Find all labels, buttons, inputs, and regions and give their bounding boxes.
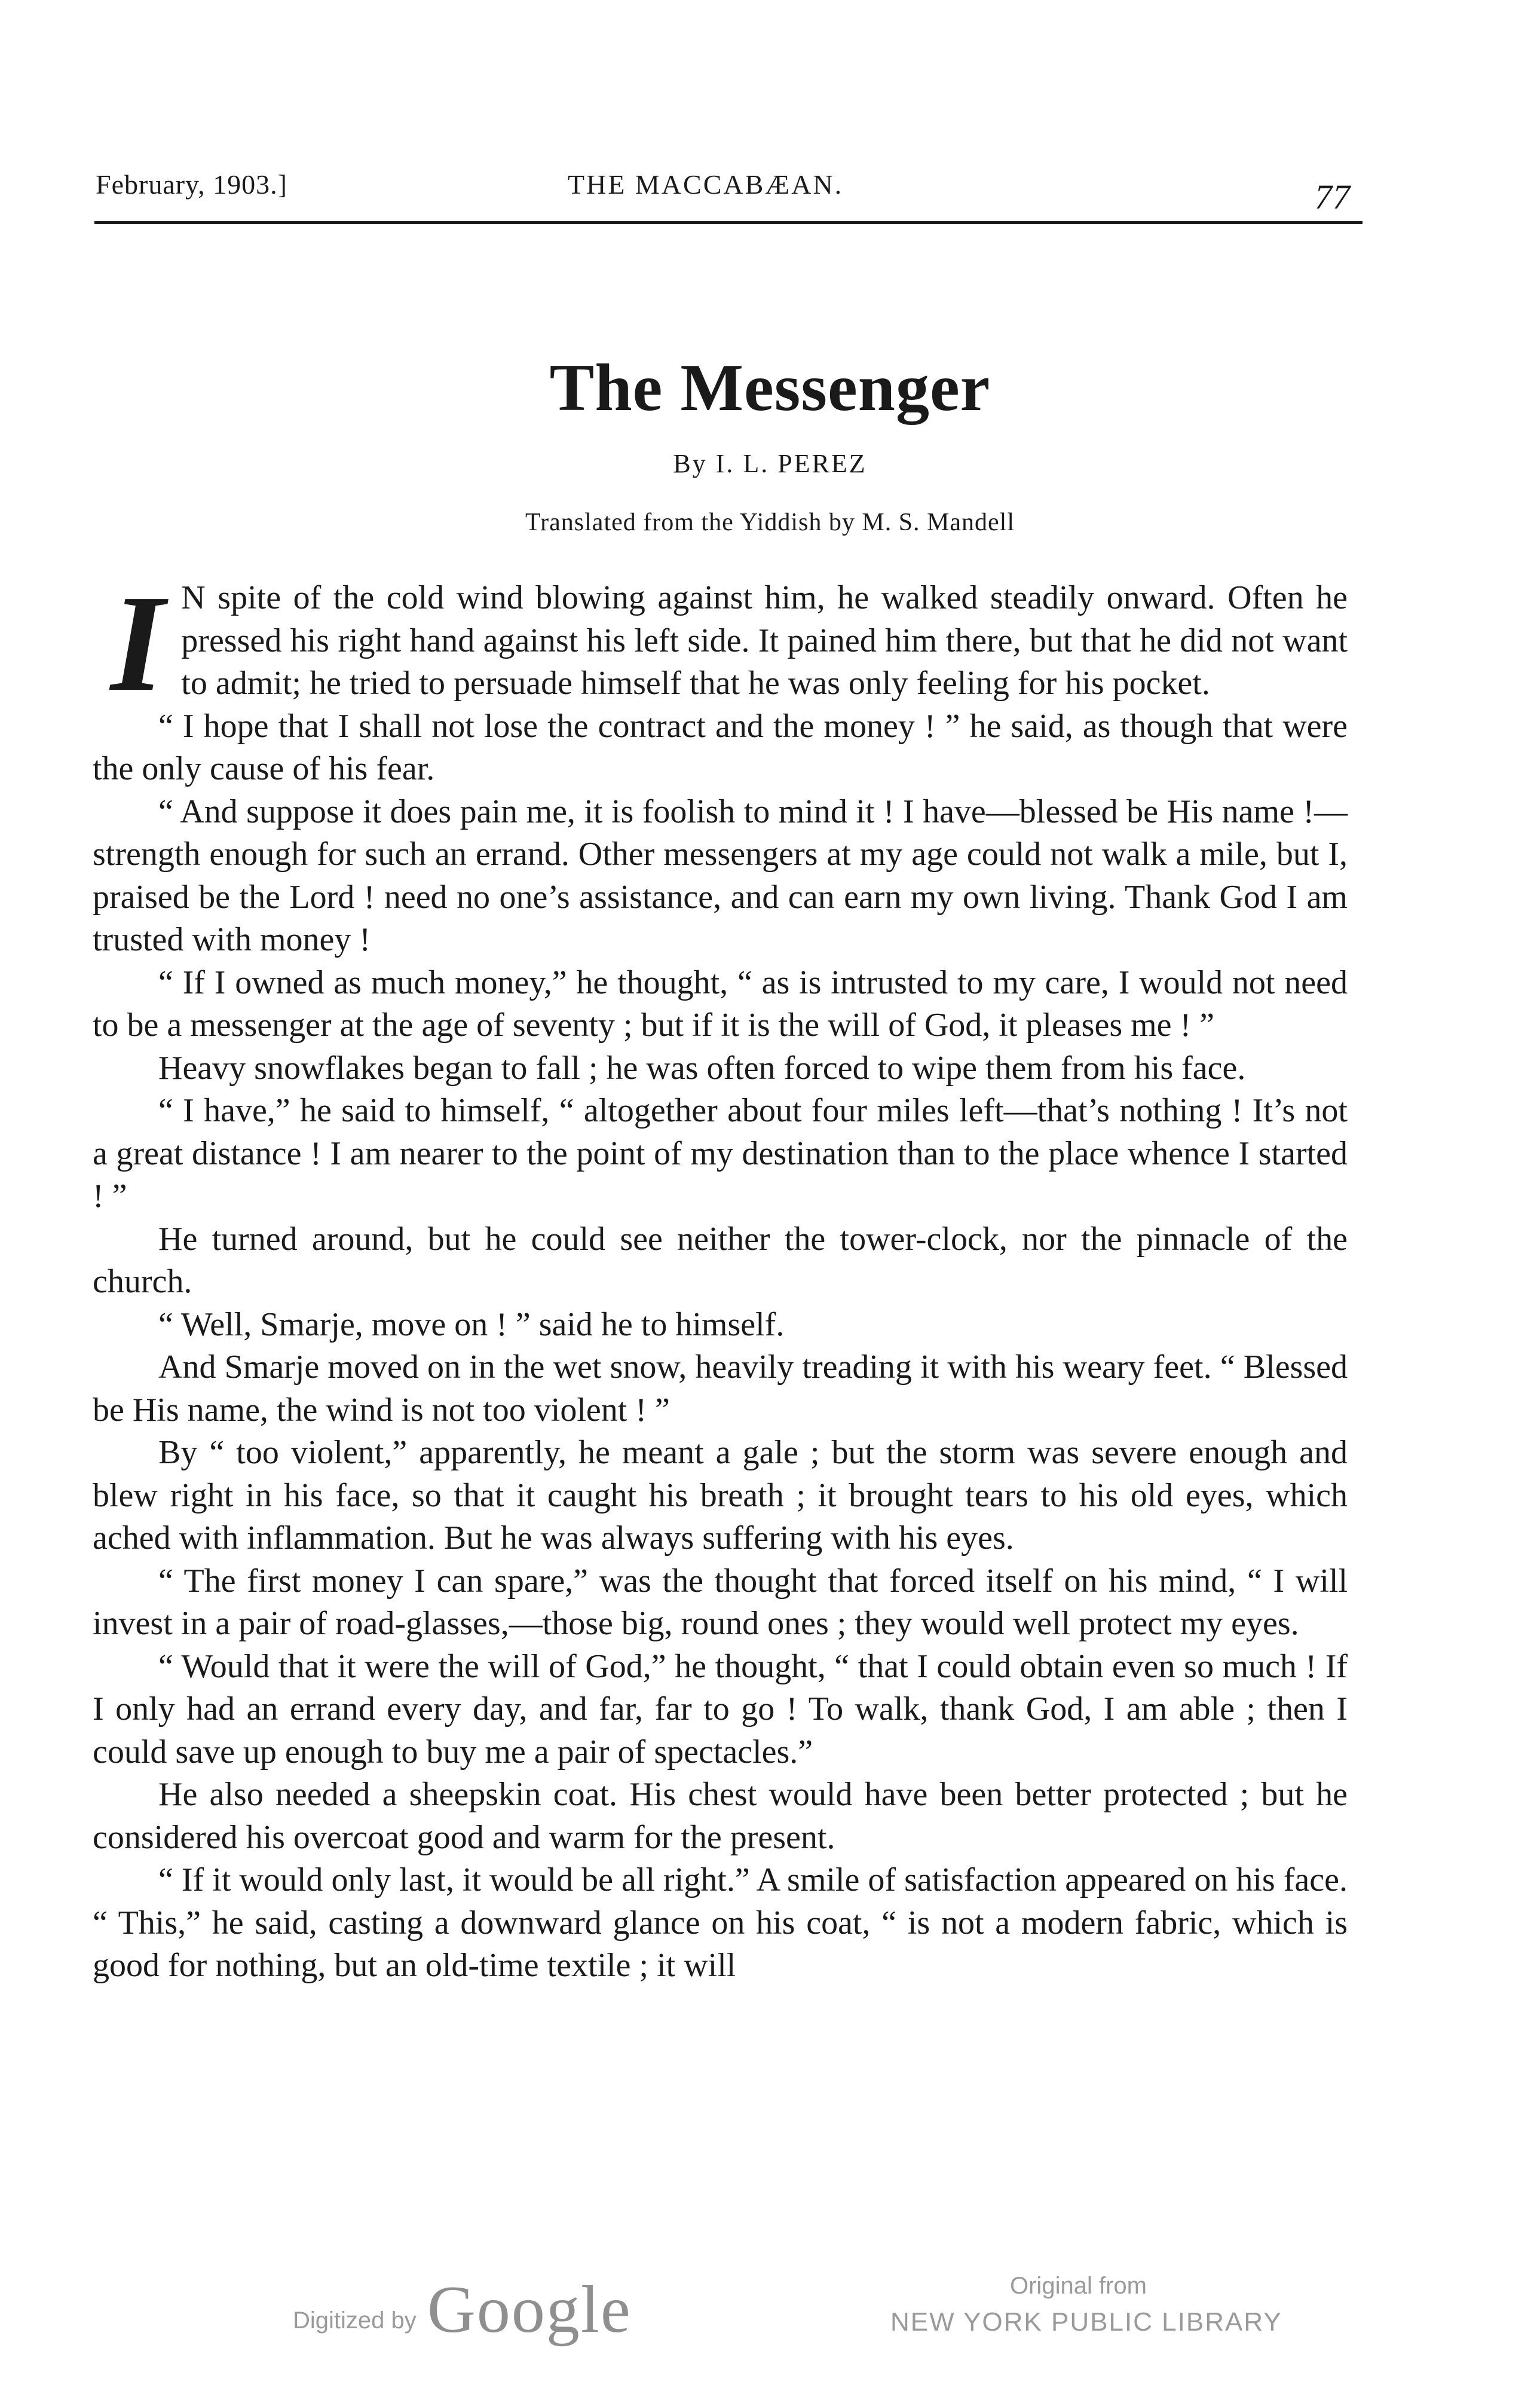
paragraph: “ And suppose it does pain me, it is foolish to mind it ! I have—blessed be His name !—strength enough for such an errand. Other messengers at my age could not walk a mile, but I, praised be the Lord ! need no one’s assistance, and can earn my own living. Thank God I am trusted with money ! bbox=[93, 793, 1348, 958]
paragraph: “ I have,” he said to himself, “ altogether about four miles left—that’s nothing ! It’s not a great distance ! I am nearer to the point of my destination than to the place whence I started ! ” bbox=[93, 1092, 1348, 1215]
paragraph: “ I hope that I shall not lose the contract and the money ! ” he said, as though that were the only cause of his fear. bbox=[93, 707, 1348, 787]
translator-credit: Translated from the Yiddish by M. S. Mandell bbox=[525, 509, 1015, 536]
paragraph: By “ too violent,” apparently, he meant a gale ; but the storm was severe enough and blew right in his face, so that it caught his breath ; it brought tears to his old eyes, which ached with inflammation. But he was always suffering with his eyes. bbox=[93, 1434, 1348, 1557]
article-title: The Messenger bbox=[549, 351, 991, 425]
original-from-label: Original from bbox=[1010, 2273, 1147, 2299]
paragraph: “ If it would only last, it would be all right.” A smile of satisfaction appeared on his face. “ This,” he said, casting a downward glance on his coat, “ is not a modern fabric, which is good for nothing, but an old-time textile ; it will bbox=[93, 1861, 1348, 1984]
paragraph: “ The first money I can spare,” was the thought that forced itself on his mind, “ I will invest in a pair of road-glasses,—those big, round ones ; they would well protect my eyes. bbox=[93, 1562, 1348, 1642]
paragraph: “ If I owned as much money,” he thought, “ as is intrusted to my care, I would not need to be a messenger at the age of seventy ; but if it is the will of God, it pleases me ! ” bbox=[93, 964, 1348, 1044]
paragraph: He also needed a sheepskin coat. His chest would have been better protected ; but he considered his overcoat good and warm for the present. bbox=[93, 1776, 1348, 1856]
paragraph: He turned around, but he could see neither the tower-clock, nor the pinnacle of the church. bbox=[93, 1220, 1348, 1300]
digitized-by-label: Digitized by bbox=[293, 2307, 417, 2334]
paragraph: I N spite of the cold wind blowing against him, he walked steadily onward. Often he pressed his right hand against his left side. It pained him there, but that he did not want to admit; he tried to persuade himself that he was only feeling for his pocket. bbox=[111, 567, 1348, 720]
paragraph: “ Well, Smarje, move on ! ” said he to himself. bbox=[158, 1305, 785, 1343]
digitization-footer bbox=[0, 2271, 1540, 2367]
article-byline: By I. L. PEREZ bbox=[673, 449, 867, 478]
paragraph: Heavy snowflakes began to fall ; he was often forced to wipe them from his face. bbox=[158, 1049, 1246, 1087]
library-name: NEW YORK PUBLIC LIBRARY bbox=[890, 2307, 1282, 2337]
page-number: 77 bbox=[1315, 178, 1351, 216]
drop-cap: I bbox=[111, 567, 165, 720]
article-body bbox=[93, 567, 1348, 1988]
paragraph: “ Would that it were the will of God,” he thought, “ that I could obtain even so much ! If I only had an errand every day, and far, far to go ! To walk, thank God, I am able ; then I could save up enough to buy me a pair of spectacles.” bbox=[93, 1647, 1348, 1771]
header-rule bbox=[94, 221, 1363, 224]
issue-date: February, 1903.] bbox=[96, 169, 287, 200]
paragraph: And Smarje moved on in the wet snow, heavily treading it with his weary feet. “ Blessed be His name, the wind is not too violent ! ” bbox=[93, 1349, 1348, 1429]
google-logo: Google bbox=[427, 2273, 632, 2347]
journal-title: THE MACCABÆAN. bbox=[568, 169, 844, 200]
running-header bbox=[96, 169, 1351, 216]
